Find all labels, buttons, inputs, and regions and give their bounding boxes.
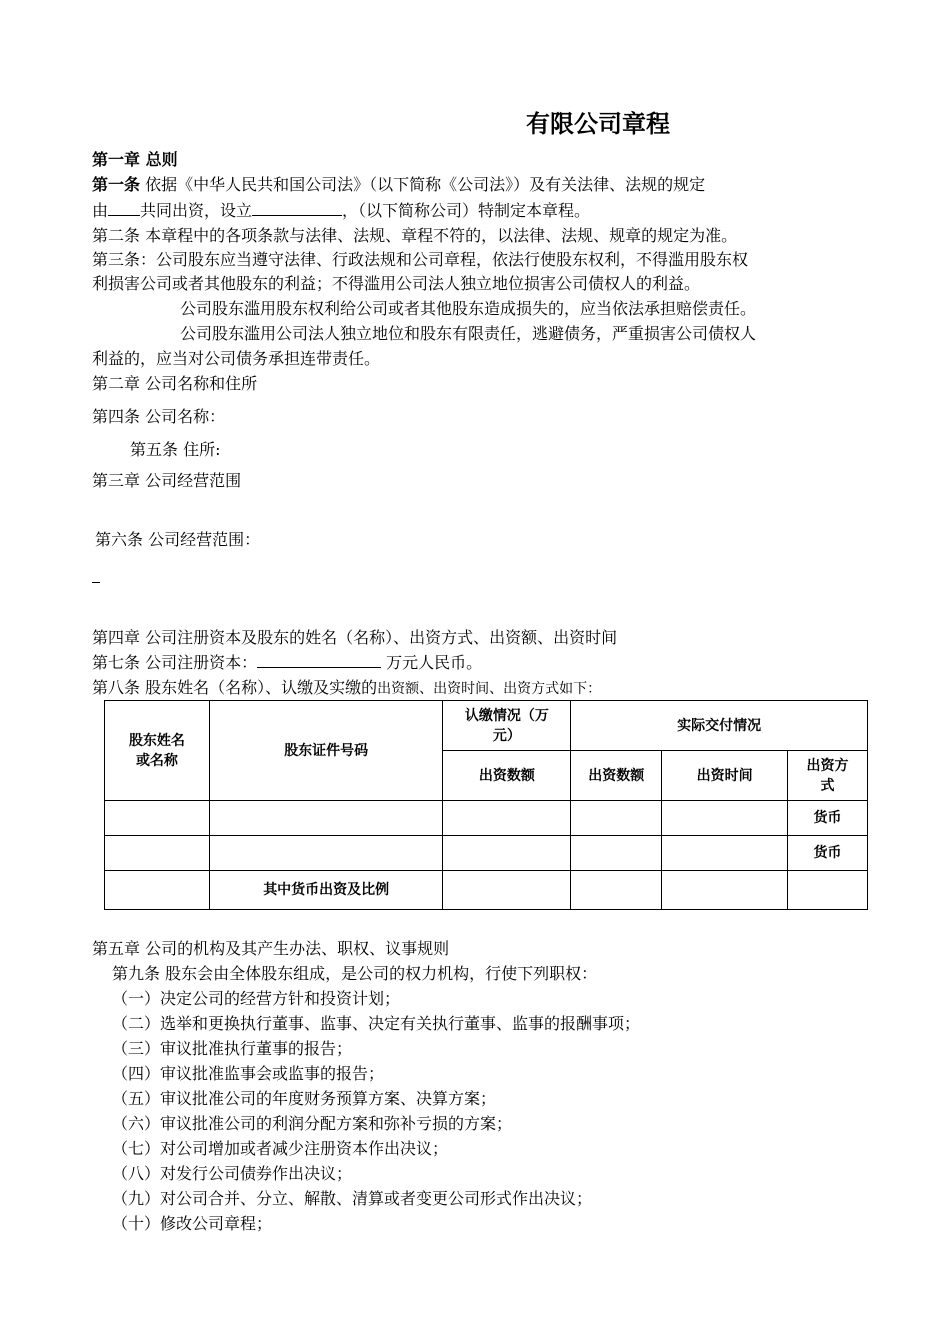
blank-shareholders[interactable]	[108, 201, 140, 216]
article-8-text: 第八条 股东姓名（名称）、认缴及实缴的	[92, 678, 378, 697]
article-3-line-4: 公司股东滥用公司法人独立地位和股东有限责任，逃避债务，严重损害公司债权人	[180, 324, 757, 343]
article-1-middle: 共同出资，设立	[140, 201, 253, 220]
header-paid-time: 出资时间	[662, 751, 788, 801]
header-paid-in: 实际交付情况	[571, 701, 868, 751]
blank-registered-capital[interactable]	[257, 653, 381, 668]
capital-contribution-table	[104, 700, 868, 910]
document-title: 有限公司章程	[526, 110, 670, 138]
table-row	[105, 801, 868, 836]
article-1-suffix: ，（以下简称公司）特制定本章程。	[342, 201, 591, 220]
power-item: （七）对公司增加或者减少注册资本作出决议；	[112, 1139, 449, 1158]
header-paid-method: 出资方式	[788, 751, 868, 801]
header-subscribed: 认缴情况（万元）	[443, 701, 571, 751]
footer-label: 其中货币出资及比例	[209, 871, 443, 910]
power-item: （二）选举和更换执行董事、监事、决定有关执行董事、监事的报酬事项；	[112, 1014, 641, 1033]
article-1-text: 依据《中华人民共和国公司法》（以下简称《公司法》）及有关法律、法规的规定	[140, 175, 706, 194]
header-id-number: 股东证件号码	[209, 701, 443, 801]
cell-name[interactable]	[105, 801, 210, 836]
power-item: （九）对公司合并、分立、解散、清算或者变更公司形式作出决议；	[112, 1189, 593, 1208]
article-8	[92, 676, 601, 701]
power-item: （四）审议批准监事会或监事的报告；	[112, 1064, 385, 1083]
power-item: （十）修改公司章程；	[112, 1214, 273, 1233]
cell-footer-empty	[105, 871, 210, 910]
cell-name[interactable]	[105, 836, 210, 871]
article-4: 第四条 公司名称：	[92, 407, 226, 426]
article-7-unit: 万元人民币。	[381, 653, 483, 672]
article-3-line-5: 利益的，应当对公司债务承担连带责任。	[92, 349, 381, 368]
chapter-5-heading: 第五章 公司的机构及其产生办法、职权、议事规则	[92, 939, 450, 958]
cell-method: 货币	[788, 801, 868, 836]
cell-footer-method[interactable]	[788, 871, 868, 910]
article-1-label: 第一条	[92, 175, 141, 194]
article-7	[92, 651, 482, 675]
cell-paid-time[interactable]	[662, 836, 788, 871]
power-item: （八）对发行公司债券作出决议；	[112, 1164, 353, 1183]
cell-method: 货币	[788, 836, 868, 871]
chapter-3-heading: 第三章 公司经营范围	[92, 471, 242, 490]
article-3-line-1: 第三条：公司股东应当遵守法律、行政法规和公司章程，依法行使股东权利，不得滥用股东权	[92, 250, 749, 269]
chapter-2-heading: 第二章 公司名称和住所	[92, 374, 258, 393]
article-3-line-2: 利损害公司或者其他股东的利益；不得滥用公司法人独立地位损害公司债权人的利益。	[92, 274, 701, 293]
article-6: 第六条 公司经营范围：	[95, 530, 261, 549]
cell-footer-subscribed[interactable]	[443, 871, 571, 910]
article-5: 第五条 住所:	[130, 440, 221, 459]
cell-paid-amount[interactable]	[571, 801, 662, 836]
blank-company-name[interactable]	[252, 201, 342, 216]
cell-id[interactable]	[209, 801, 443, 836]
header-subscribed-amount: 出资数额	[443, 751, 571, 801]
table-row	[105, 836, 868, 871]
chapter-4-heading: 第四章 公司注册资本及股东的姓名（名称）、出资方式、出资额、出资时间	[92, 628, 618, 647]
article-1-prefix: 由	[92, 201, 109, 220]
cell-id[interactable]	[209, 836, 443, 871]
article-2: 第二条 本章程中的各项条款与法律、法规、章程不符的，以法律、法规、规章的规定为准。	[92, 226, 738, 245]
article-7-label: 第七条 公司注册资本：	[92, 653, 258, 672]
power-item: （六）审议批准公司的利润分配方案和弥补亏损的方案；	[112, 1114, 513, 1133]
table-footer-row	[105, 871, 868, 910]
power-item: （五）审议批准公司的年度财务预算方案、决算方案；	[112, 1089, 497, 1108]
cell-subscribed-amount[interactable]	[443, 801, 571, 836]
cell-footer-paid[interactable]	[571, 871, 662, 910]
article-1-line-2	[92, 199, 590, 223]
cell-subscribed-amount[interactable]	[443, 836, 571, 871]
header-shareholder-name: 股东姓名或名称	[105, 701, 210, 801]
cell-paid-time[interactable]	[662, 801, 788, 836]
article-1-line-1	[92, 173, 705, 197]
cell-footer-time[interactable]	[662, 871, 788, 910]
chapter-1-heading: 第一章 总则	[92, 150, 178, 169]
article-3-line-3: 公司股东滥用股东权利给公司或者其他股东造成损失的，应当依法承担赔偿责任。	[180, 299, 757, 318]
header-paid-amount: 出资数额	[571, 751, 662, 801]
article-8-text-small: 出资额、出资时间、出资方式如下：	[377, 681, 602, 697]
power-item: （一）决定公司的经营方针和投资计划；	[112, 989, 401, 1008]
cell-paid-amount[interactable]	[571, 836, 662, 871]
blank-dash	[92, 582, 100, 583]
article-9: 第九条 股东会由全体股东组成，是公司的权力机构，行使下列职权：	[112, 964, 598, 983]
power-item: （三）审议批准执行董事的报告；	[112, 1039, 353, 1058]
